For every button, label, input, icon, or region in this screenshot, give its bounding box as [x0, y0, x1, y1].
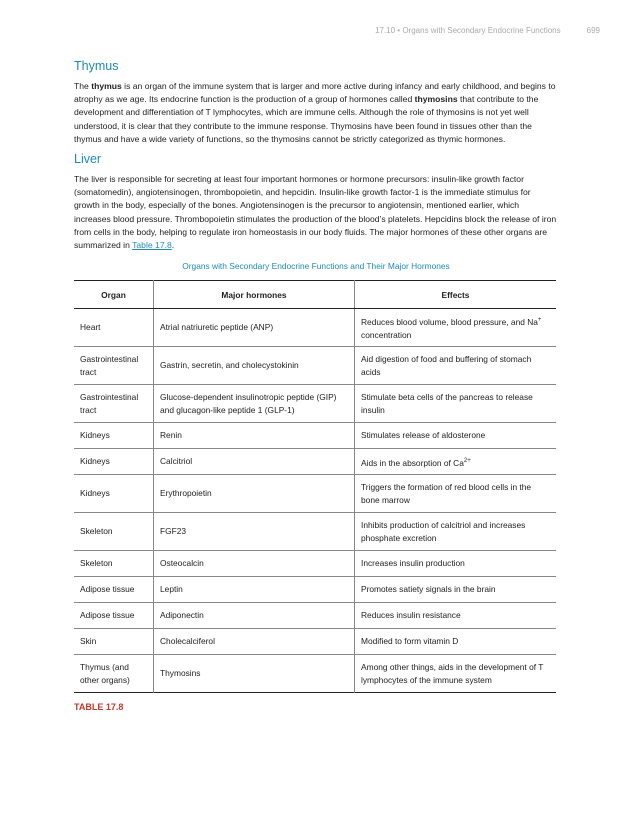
effects-text: Stimulate beta cells of the pancreas to release insulin — [361, 392, 533, 415]
table-row — [74, 423, 556, 449]
liver-heading: Liver — [74, 152, 102, 167]
effects-text: Among other things, aids in the development of T lymphocytes of the immune system — [361, 662, 544, 685]
organ-cell: Gastrointestinal tract — [74, 347, 154, 385]
organ-cell: Heart — [80, 322, 101, 333]
organ-cell: Adipose tissue — [74, 577, 154, 603]
page-number: 699 — [586, 26, 600, 35]
organ-cell: Kidneys — [74, 475, 154, 513]
effects-text: Promotes satiety signals in the brain — [361, 584, 496, 595]
effects-text: Aids in the absorption of Ca — [361, 457, 464, 468]
table-row — [74, 655, 556, 693]
liver-text-end: . — [171, 240, 175, 251]
table-row — [74, 603, 556, 629]
hormones-cell: Leptin — [154, 577, 355, 603]
organ-cell: Skin — [74, 629, 154, 655]
organ-cell: Kidneys — [74, 423, 154, 449]
main-content — [74, 58, 558, 712]
organ-cell: Skeleton — [74, 551, 154, 577]
liver-paragraph — [74, 173, 558, 252]
organ-cell: Gastrointestinal tract — [74, 385, 154, 423]
table-row — [74, 347, 556, 385]
running-header — [375, 26, 600, 35]
thymus-term: thymus — [91, 81, 122, 91]
table-caption: Organs with Secondary Endocrine Functions and Their Major Hormones — [182, 261, 450, 272]
header-effects: Effects — [355, 281, 557, 309]
hormones-cell: Calcitriol — [154, 449, 355, 475]
effects-text: Modified to form vitamin D — [361, 636, 459, 647]
effects-cell — [355, 475, 557, 513]
hormones-cell: FGF23 — [154, 513, 355, 551]
effects-cell — [355, 385, 557, 423]
thymus-paragraph — [74, 80, 558, 146]
effects-text: Reduces blood volume, blood pressure, and Na — [361, 317, 538, 328]
effects-cell — [355, 513, 557, 551]
effects-superscript: + — [537, 317, 542, 324]
table-row — [74, 449, 556, 475]
thymosins-term: thymosins — [414, 94, 458, 105]
table-body — [74, 309, 556, 693]
effects-text: Triggers the formation of red blood cells in the bone marrow — [361, 482, 532, 505]
organ-cell: Skeleton — [74, 513, 154, 551]
effects-cell — [355, 423, 557, 449]
hormones-cell: Erythropoietin — [154, 475, 355, 513]
effects-text: Inhibits production of calcitriol and increases phosphate excretion — [361, 520, 526, 543]
effects-cell — [355, 347, 557, 385]
table-label: TABLE 17.8 — [74, 702, 124, 713]
table-row — [74, 309, 556, 347]
thymus-text-2: is an organ of the immune system that is larger and more active during infancy and early childhood, and begins to atrophy as we age. Its endocrine function is the production of a group of hormones called — [74, 81, 556, 105]
hormones-cell: Thymosins — [154, 655, 355, 693]
thymus-text-3: that contribute to the development and differentiation of T lymphocytes, which are immune cells. Although the role of thymosins is not yet well understood, it is clear that they contribute to the immune response. Thymosins have been found in tissues other than the thymus and have a wide variety of functions, so the thymosins cannot be strictly categorized as thymic hormones. — [74, 94, 539, 144]
liver-text: The liver is responsible for secreting at least four important hormones or hormone precursors: insulin-like growth factor (somatomedin), angiotensinogen, thrombopoietin, and hepcidin. Insulin-like growth factor-1 is the immediate stimulus for growth in the body, especially of the bones. Angiotensinogen is the precursor to angiotensin, mentioned earlier, which increases blood pressure. Thrombopoietin stimulates the production of the blood’s platelets. Hepcidins block the release of iron from cells in the body, helping to regulate iron homeostasis in our body fluids. The major hormones of these other organs are summarized in — [74, 174, 557, 251]
hormones-cell: Renin — [154, 423, 355, 449]
table-row — [74, 551, 556, 577]
effects-text: Aid digestion of food and buffering of stomach acids — [361, 354, 532, 377]
hormones-table — [74, 280, 556, 693]
effects-cell — [355, 449, 557, 475]
effects-cell — [355, 603, 557, 629]
header-organ: Organ — [74, 281, 154, 309]
table-link[interactable]: Table 17.8 — [132, 240, 172, 251]
effects-superscript: 2+ — [463, 457, 471, 464]
effects-text: Stimulates release of aldosterone — [361, 430, 486, 441]
hormones-cell: Cholecalciferol — [154, 629, 355, 655]
organ-cell: Adipose tissue — [74, 603, 154, 629]
hormones-cell: Glucose-dependent insulinotropic peptide (GIP) and glucagon-like peptide 1 (GLP-1) — [154, 385, 355, 423]
table-row — [74, 577, 556, 603]
table-header-row — [74, 281, 556, 309]
hormones-cell: Gastrin, secretin, and cholecystokinin — [154, 347, 355, 385]
thymus-heading: Thymus — [74, 59, 119, 73]
effects-cell — [355, 551, 557, 577]
hormones-cell: Osteocalcin — [154, 551, 355, 577]
hormones-cell: Adiponectin — [154, 603, 355, 629]
effects-text: Increases insulin production — [361, 558, 465, 569]
organ-cell: Thymus (and other organs) — [74, 655, 154, 693]
table-row — [74, 629, 556, 655]
table-row — [74, 513, 556, 551]
effects-cell — [355, 655, 557, 693]
header-major-hormones: Major hormones — [154, 281, 355, 309]
table-row — [74, 475, 556, 513]
effects-text: Reduces insulin resistance — [361, 610, 461, 621]
effects-cell — [355, 577, 557, 603]
hormones-cell: Atrial natriuretic peptide (ANP) — [154, 309, 355, 347]
thymus-text-1: The — [74, 81, 92, 91]
running-title: 17.10 • Organs with Secondary Endocrine Functions — [375, 26, 561, 35]
effects-text-tail: concentration — [361, 329, 412, 340]
table-row — [74, 385, 556, 423]
effects-cell — [355, 629, 557, 655]
organ-cell: Kidneys — [74, 449, 154, 475]
effects-cell — [355, 309, 557, 347]
